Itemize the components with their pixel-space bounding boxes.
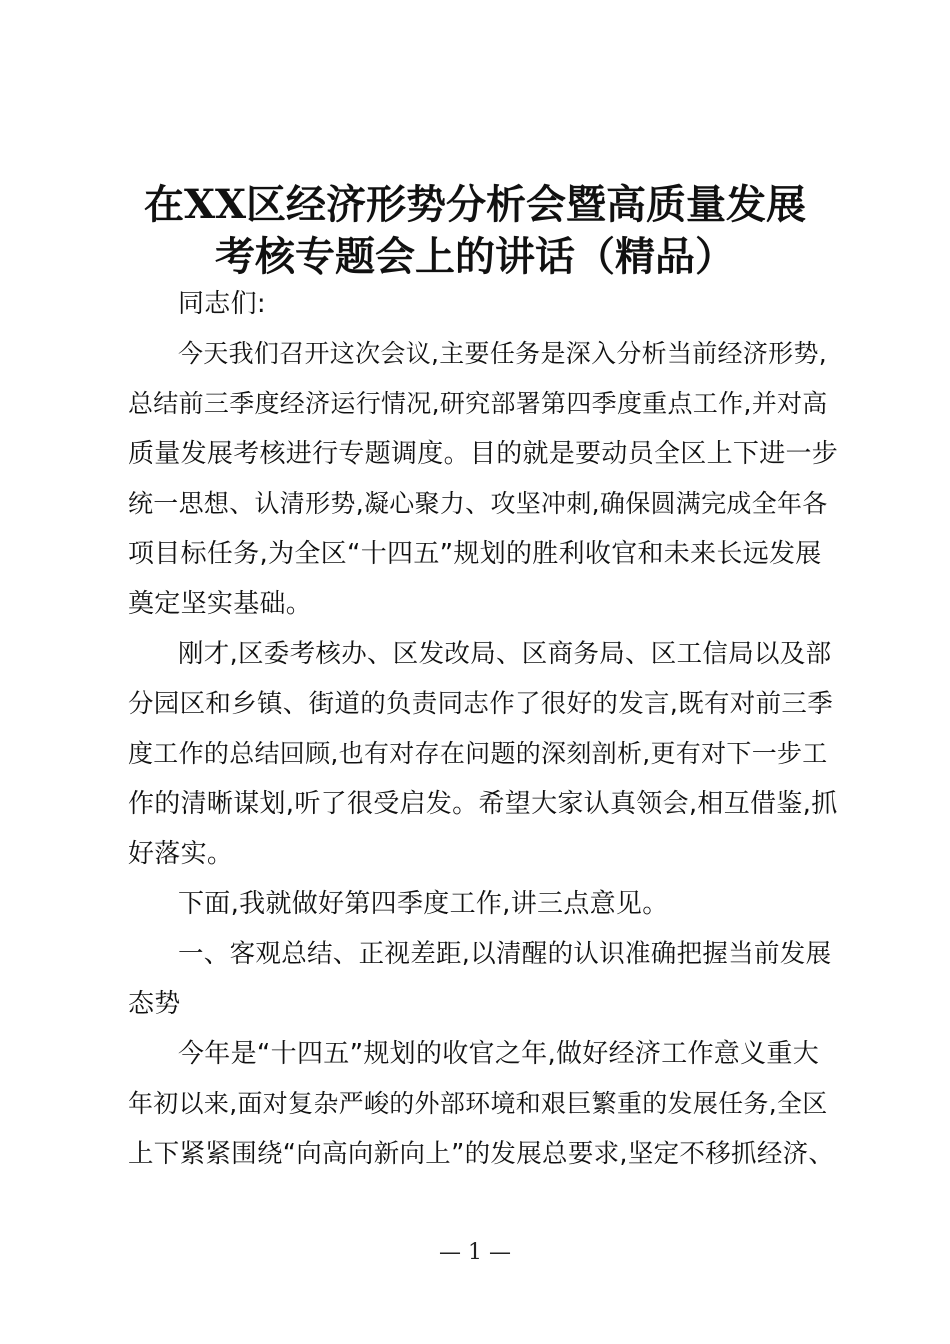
paragraph-4-line-1: 今年是“十四五”规划的收官之年,做好经济工作意义重大: [178, 1039, 820, 1069]
paragraph-1-line-4: 统一思想、认清形势,凝心聚力、攻坚冲刺,确保圆满完成全年各: [128, 489, 828, 518]
paragraph-4-line-2: 年初以来,面对复杂严峻的外部环境和艰巨繁重的发展任务,全区: [128, 1089, 828, 1118]
section-heading-1-line-1: 一、客观总结、正视差距,以清醒的认识准确把握当前发展: [178, 939, 832, 969]
paragraph-2-line-4: 作的清晰谋划,听了很受启发。希望大家认真领会,相互借鉴,抓: [128, 789, 838, 819]
paragraph-1-line-3: 质量发展考核进行专题调度。目的就是要动员全区上下进一步: [128, 439, 839, 469]
paragraph-4-line-3: 上下紧紧围绕“向高向新向上”的发展总要求,坚定不移抓经济、: [128, 1139, 835, 1169]
document-title-line-1: 在XX区经济形势分析会暨高质量发展: [143, 181, 807, 228]
paragraph-2-line-1: 刚才,区委考核办、区发改局、区商务局、区工信局以及部: [178, 639, 832, 669]
document-title-line-2: 考核专题会上的讲话（精品）: [215, 233, 735, 280]
salutation: 同志们:: [178, 289, 266, 319]
paragraph-2-line-2: 分园区和乡镇、街道的负责同志作了很好的发言,既有对前三季: [128, 689, 834, 719]
paragraph-1-line-6: 奠定坚实基础。: [128, 589, 313, 619]
paragraph-1-line-5: 项目标任务,为全区“十四五”规划的胜利收官和未来长远发展: [128, 539, 822, 569]
paragraph-3-line-1: 下面,我就做好第四季度工作,讲三点意见。: [178, 889, 669, 919]
paragraph-1-line-1: 今天我们召开这次会议,主要任务是深入分析当前经济形势,: [178, 339, 827, 368]
paragraph-1-line-2: 总结前三季度经济运行情况,研究部署第四季度重点工作,并对高: [128, 389, 828, 418]
section-heading-1-line-2: 态势: [128, 989, 181, 1019]
page-number: — 1 —: [439, 1240, 511, 1265]
paragraph-2-line-5: 好落实。: [128, 839, 234, 869]
paragraph-2-line-3: 度工作的总结回顾,也有对存在问题的深刻剖析,更有对下一步工: [128, 739, 828, 768]
